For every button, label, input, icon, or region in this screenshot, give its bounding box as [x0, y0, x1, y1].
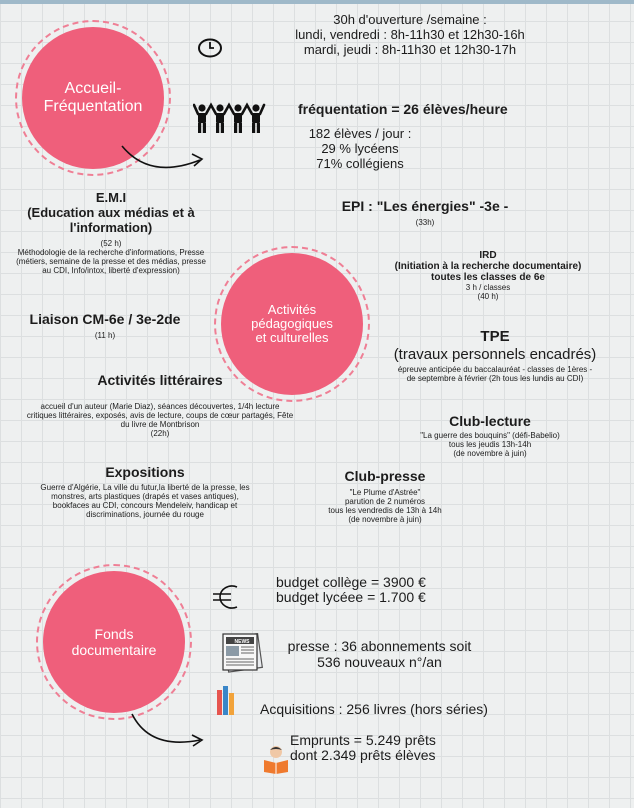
epi-block: [320, 198, 530, 227]
books-icon: [216, 684, 236, 716]
litterature-title: Activités littéraires: [97, 372, 223, 388]
activites-circle-label: Activités pédagogiques et culturelles: [251, 302, 333, 345]
emi-hours: (52 h): [100, 239, 122, 248]
emi-block: [0, 190, 222, 275]
club-presse-block: [300, 468, 470, 524]
club-lecture-block: [380, 413, 600, 458]
epi-title: EPI : "Les énergies" -3e -: [341, 198, 509, 214]
club-lecture-title: Club-lecture: [449, 413, 531, 429]
club-lecture-description: "La guerre des bouquins" (défi-Babelio) tous les jeudis 13h-14h (de novembre à juin): [420, 431, 560, 458]
opening-hours: [250, 12, 570, 57]
liaison-block: [5, 311, 205, 340]
opening-hours-line: lundi, vendredi : 8h-11h30 et 12h30-16h: [295, 27, 525, 42]
opening-hours-line: 30h d'ouverture /semaine :: [333, 12, 487, 27]
ird-block: [368, 250, 608, 301]
presse: [272, 638, 487, 670]
expositions-description: Guerre d'Algérie, La ville du futur,la liberté de la presse, les monstres, arts plastiques (drapés et vases antiques), bookfaces au CDI, concours Mendeleiv, handicap et discriminations, journée du rouge: [40, 483, 250, 519]
frequentation: fréquentation = 26 élèves/heure: [298, 101, 508, 117]
epi-hours: (33h): [415, 218, 435, 227]
club-presse-title: Club-presse: [344, 468, 426, 484]
expositions-title: Expositions: [105, 464, 185, 480]
stats-line: 71% collégiens: [316, 156, 404, 171]
opening-hours-line: mardi, jeudi : 8h-11h30 et 12h30-17h: [303, 42, 517, 57]
reader-icon: [262, 744, 290, 774]
emprunts-line: Emprunts = 5.249 prêts: [290, 732, 436, 748]
club-presse-description: "Le Plume d'Astrée" parution de 2 numéros tous les vendredis de 13h à 14h (de novembre à juin): [328, 488, 442, 524]
daily-stats: [270, 126, 450, 171]
fonds-arrow: [130, 710, 210, 750]
tpe-description: épreuve anticipée du baccalauréat - classes de 1ères - de septembre à février (2h tous les lundis au CDI): [397, 365, 593, 383]
tpe-title: TPE: [480, 328, 510, 345]
accueil-arrow: [120, 140, 210, 180]
stats-line: 29 % lycéens: [321, 141, 399, 156]
newspaper-label: [229, 637, 255, 645]
emi-title: E.M.I (Education aux médias et à l'information): [27, 190, 195, 235]
clock-icon: [196, 37, 224, 59]
expositions-block: [0, 464, 290, 519]
stats-line: 182 élèves / jour :: [308, 126, 412, 141]
tpe-subtitle: (travaux personnels encadrés): [393, 346, 597, 363]
tpe-block: [370, 328, 620, 383]
budget: [276, 575, 426, 605]
acquisitions: Acquisitions : 256 livres (hors séries): [260, 701, 488, 717]
fonds-circle: [43, 571, 185, 713]
ird-subtitle: 3 h / classes (40 h): [465, 283, 511, 301]
litterature-description: accueil d'un auteur (Marie Diaz), séances découvertes, 1/4h lecture critiques littéraires, exposés, avis de lecture, coups de cœur partagés, Fête du livre de Montbrison (22h): [26, 402, 294, 438]
fonds-circle-label: Fonds documentaire: [71, 626, 157, 658]
liaison-hours: (11 h): [94, 331, 116, 340]
news-text: NEWS: [234, 639, 250, 645]
top-bar: [0, 0, 634, 4]
emprunts-line: dont 2.349 prêts élèves: [290, 747, 436, 763]
liaison-title: Liaison CM-6e / 3e-2de: [29, 311, 181, 327]
ird-title: IRD (Initiation à la recherche documentaire) toutes les classes de 6e: [394, 250, 582, 283]
presse-line: 536 nouveaux n°/an: [317, 654, 442, 670]
presse-line: presse : 36 abonnements soit: [287, 638, 472, 654]
people-icon: [193, 101, 267, 135]
budget-line: budget collège = 3900 €: [276, 574, 426, 590]
emi-description: Méthodologie de la recherche d'informations, Presse (métiers, semaine de la presse et des médias, presse au CDI, Info/intox, liberté d'expression): [16, 248, 206, 275]
euro-icon: [211, 583, 241, 611]
budget-line: budget lycéee = 1.700 €: [276, 589, 426, 605]
litterature-block: [0, 372, 320, 438]
accueil-circle-label: Accueil- Fréquentation: [43, 80, 143, 115]
emprunts: [290, 733, 436, 763]
